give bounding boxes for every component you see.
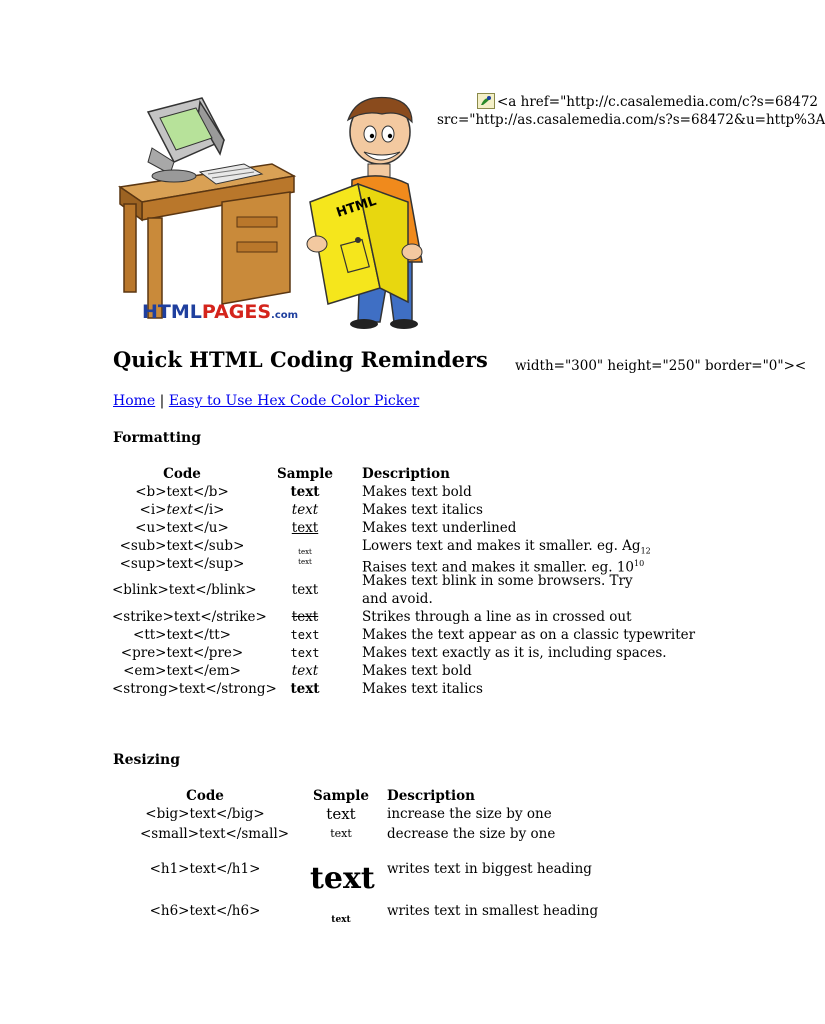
description-cell: Makes text bold: [362, 484, 472, 500]
column-header-code: Code: [186, 788, 224, 804]
sample-cell: text: [298, 548, 312, 556]
description-cell: Makes text bold: [362, 663, 472, 679]
description-cell: Makes the text appear as on a classic typewriter: [362, 627, 696, 643]
computer-monitor-icon: [148, 98, 262, 184]
ad-markup-line-3: width="300" height="250" border="0"><: [515, 358, 807, 374]
formatting-heading: Formatting: [113, 430, 201, 446]
code-cell: <u>text</u>: [135, 520, 229, 536]
sample-cell: text: [290, 484, 320, 500]
resizing-heading: Resizing: [113, 752, 180, 768]
sample-cell: text: [310, 861, 375, 896]
htmlpages-logo-illustration: [112, 92, 437, 330]
broken-image-icon: [477, 93, 495, 109]
sample-cell: text: [330, 827, 352, 840]
svg-text:HTML: HTML: [334, 193, 379, 221]
sample-cell: text: [331, 915, 351, 925]
description-cell: Strikes through a line as in crossed out: [362, 609, 632, 625]
sample-cell: text: [326, 805, 356, 823]
description-cell: decrease the size by one: [387, 826, 556, 842]
column-header-description: Description: [362, 466, 450, 482]
hex-color-picker-link[interactable]: Easy to Use Hex Code Color Picker: [168, 393, 420, 409]
description-cell: writes text in biggest heading: [387, 861, 592, 877]
sample-cell: text: [291, 502, 319, 518]
description-cell: Lowers text and makes it smaller. eg. $Ag_{12}$: [362, 538, 651, 556]
code-cell: <strike>text</strike>: [112, 609, 267, 625]
code-cell: <h6>text</h6>: [149, 903, 261, 919]
code-cell: <pre>text</pre>: [120, 645, 244, 661]
home-link[interactable]: Home: [113, 393, 156, 409]
code-cell: <em>text</em>: [123, 663, 241, 679]
page-title: Quick HTML Coding Reminders: [113, 347, 488, 372]
sample-cell: text: [290, 681, 320, 697]
column-header-description: Description: [387, 788, 475, 804]
code-cell: <tt>text</tt>: [133, 627, 231, 643]
desk-icon: [120, 164, 294, 318]
description-cell: writes text in smallest heading: [387, 903, 599, 919]
description-cell: increase the size by one: [387, 806, 552, 822]
htmlpages-wordmark: HTMLPAGES.com: [142, 301, 299, 323]
description-cell: Makes text underlined: [362, 520, 517, 536]
nav-separator: |: [159, 393, 165, 409]
column-header-sample: Sample: [313, 788, 369, 804]
column-header-sample: Sample: [277, 466, 333, 482]
code-cell: <b>text</b>: [135, 484, 229, 500]
description-cell: Makes text italics: [362, 681, 483, 697]
sample-cell: text: [291, 663, 319, 679]
description-cell: Makes text exactly as it is, including spaces.: [362, 645, 667, 661]
sample-cell: text: [298, 558, 312, 566]
description-cell: Makes text blink in some browsers. Try and avoid.: [362, 573, 633, 607]
code-cell: <blink>text</blink>: [112, 582, 257, 598]
nav-links: [113, 393, 419, 409]
column-header-code: Code: [163, 466, 201, 482]
code-cell: <small>text</small>: [140, 826, 290, 842]
table-row: [0, 572, 768, 608]
code-cell: <sup>text</sup>: [119, 556, 245, 572]
code-cell: <sub>text</sub>: [119, 538, 245, 554]
description-cell: Makes text italics: [362, 502, 483, 518]
description-cell: Raises text and makes it smaller. eg. $10^{10}$: [362, 559, 645, 576]
sample-cell: text: [291, 520, 319, 536]
code-cell: <i>text</i>: [139, 502, 225, 518]
sample-cell: text: [290, 646, 320, 660]
sample-cell: text: [291, 582, 319, 598]
code-cell: <big>text</big>: [145, 806, 265, 822]
sample-cell: text: [290, 628, 320, 642]
code-cell: <strong>text</strong>: [112, 681, 277, 697]
ad-markup-line-1: <a href="http://c.casalemedia.com/c?s=68472: [497, 94, 818, 110]
sample-cell: text: [291, 609, 319, 625]
ad-markup-line-2: src="http://as.casalemedia.com/s?s=68472&u=http%3A: [437, 112, 825, 128]
code-cell: <h1>text</h1>: [149, 861, 261, 877]
